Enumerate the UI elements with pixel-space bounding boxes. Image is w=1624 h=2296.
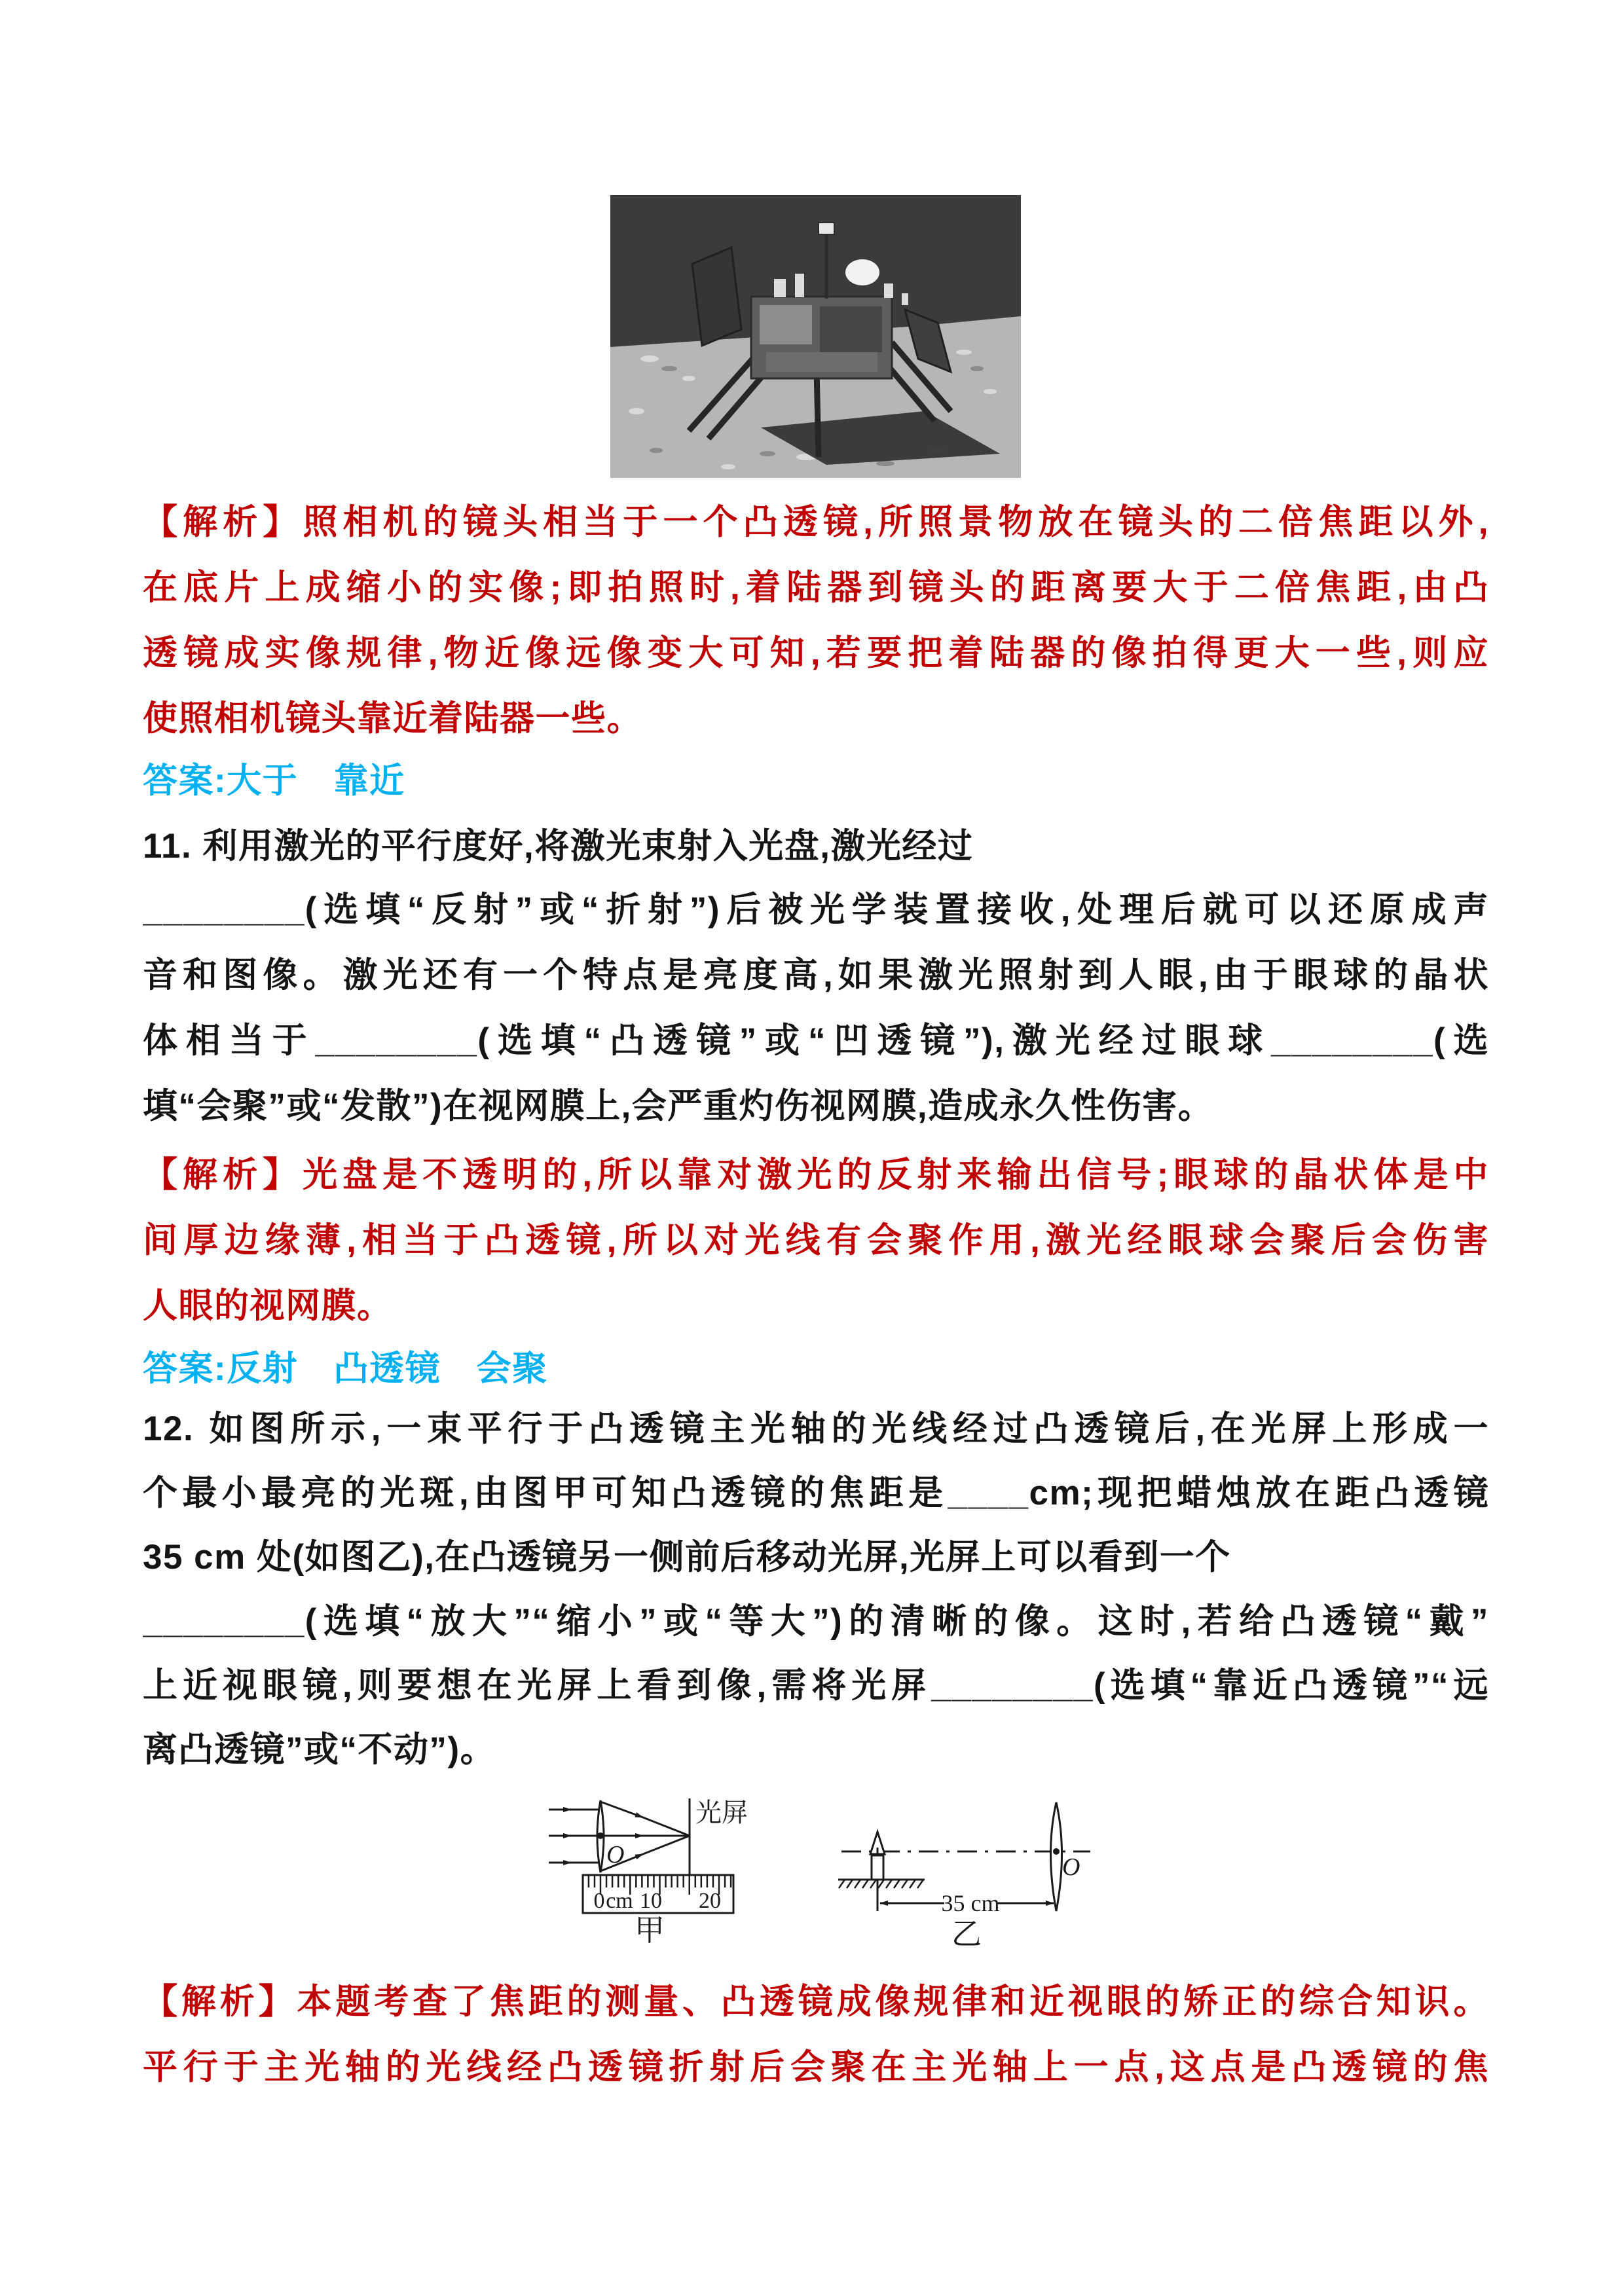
body-panel [760, 305, 812, 344]
analysis-11-line-2: 间厚边缘薄,相当于凸透镜,所以对光线有会聚作用,激光经眼球会聚后会伤害 [143, 1221, 1489, 1260]
analysis-10-line-2: 在底片上成缩小的实像;即拍照时,着陆器到镜头的距离要大于二倍焦距,由凸 [143, 568, 1489, 607]
caption-jia: 甲 [635, 1914, 665, 1947]
antenna-dish [845, 259, 879, 285]
screen-label: 光屏 [695, 1798, 748, 1827]
question-12-line-5: 上近视眼镜,则要想在光屏上看到像,需将光屏________(选填“靠近凸透镜”“远 [143, 1666, 1489, 1705]
candle-body [872, 1855, 883, 1880]
convex-lens-yi [1051, 1802, 1062, 1911]
ground-hatching [839, 1880, 923, 1888]
lens-center-label-jia: O [606, 1841, 625, 1868]
ruler-label-0: 0 [593, 1889, 605, 1913]
question-11-line-4: 体相当于________(选填“凸透镜”或“凹透镜”),激光经过眼球________(选 [143, 1021, 1489, 1060]
lens-center-dot-jia [597, 1832, 604, 1839]
solar-panel-left [692, 247, 741, 346]
caption-yi: 乙 [951, 1918, 982, 1947]
figure-jia-text [594, 1798, 748, 1947]
answer-11: 答案:反射 凸透镜 会聚 [143, 1349, 548, 1388]
question-12-line-1: 12. 如图所示,一束平行于凸透镜主光轴的光线经过凸透镜后,在光屏上形成一 [143, 1410, 1489, 1448]
analysis-10-line-1: 【解析】照相机的镜头相当于一个凸透镜,所照景物放在镜头的二倍焦距以外, [143, 503, 1489, 541]
analysis-12-line-2: 平行于主光轴的光线经凸透镜折射后会聚在主光轴上一点,这点是凸透镜的焦 [143, 2048, 1489, 2086]
ruler-label-20: 20 [699, 1889, 721, 1913]
ruler-label-cm: cm [606, 1889, 633, 1913]
lens-center-label-yi: O [1062, 1853, 1080, 1881]
analysis-11-line-1: 【解析】光盘是不透明的,所以靠对激光的反射来输出信号;眼球的晶状体是中 [143, 1156, 1489, 1194]
question-11-line-1: 11. 利用激光的平行度好,将激光束射入光盘,激光经过 [143, 827, 974, 866]
ruler-label-10: 10 [640, 1889, 662, 1913]
question-12-line-4: ________(选填“放大”“缩小”或“等大”)的清晰的像。这时,若给凸透镜“戴” [143, 1602, 1489, 1641]
question-11-line-3: 音和图像。激光还有一个特点是亮度高,如果激光照射到人眼,由于眼球的晶状 [143, 956, 1489, 994]
distance-label: 35 cm [941, 1890, 1000, 1916]
analysis-10-line-4: 使照相机镜头靠近着陆器一些。 [143, 699, 642, 738]
answer-10: 答案:大于 靠近 [143, 761, 405, 800]
analysis-11-line-3: 人眼的视网膜。 [143, 1286, 393, 1325]
question12-figure [537, 1795, 1100, 1947]
question-11-line-2: ________(选填“反射”或“折射”)后被光学装置接收,处理后就可以还原成声 [143, 890, 1489, 929]
body-dark-panel [820, 306, 882, 352]
question-12-line-3: 35 cm 处(如图乙),在凸透镜另一侧前后移动光屏,光屏上可以看到一个 [143, 1538, 1231, 1576]
question-12-line-2: 个最小最亮的光斑,由图甲可知凸透镜的焦距是____cm;现把蜡烛放在距凸透镜 [143, 1474, 1489, 1512]
question-11-line-5: 填“会聚”或“发散”)在视网膜上,会严重灼伤视网膜,造成永久性伤害。 [143, 1087, 1214, 1125]
question-12-line-6: 离凸透镜”或“不动”)。 [143, 1730, 496, 1769]
mast-top [819, 223, 834, 234]
lens-center-dot-yi [1053, 1848, 1060, 1855]
body-lower [766, 352, 877, 372]
incoming-rays [549, 1810, 600, 1863]
lunar-lander-photo [610, 195, 1021, 478]
analysis-12-line-1: 【解析】本题考查了焦距的测量、凸透镜成像规律和近视眼的矫正的综合知识。 [143, 1982, 1489, 2021]
analysis-10-line-3: 透镜成实像规律,物近像远像变大可知,若要把着陆器的像拍得更大一些,则应 [143, 634, 1489, 672]
